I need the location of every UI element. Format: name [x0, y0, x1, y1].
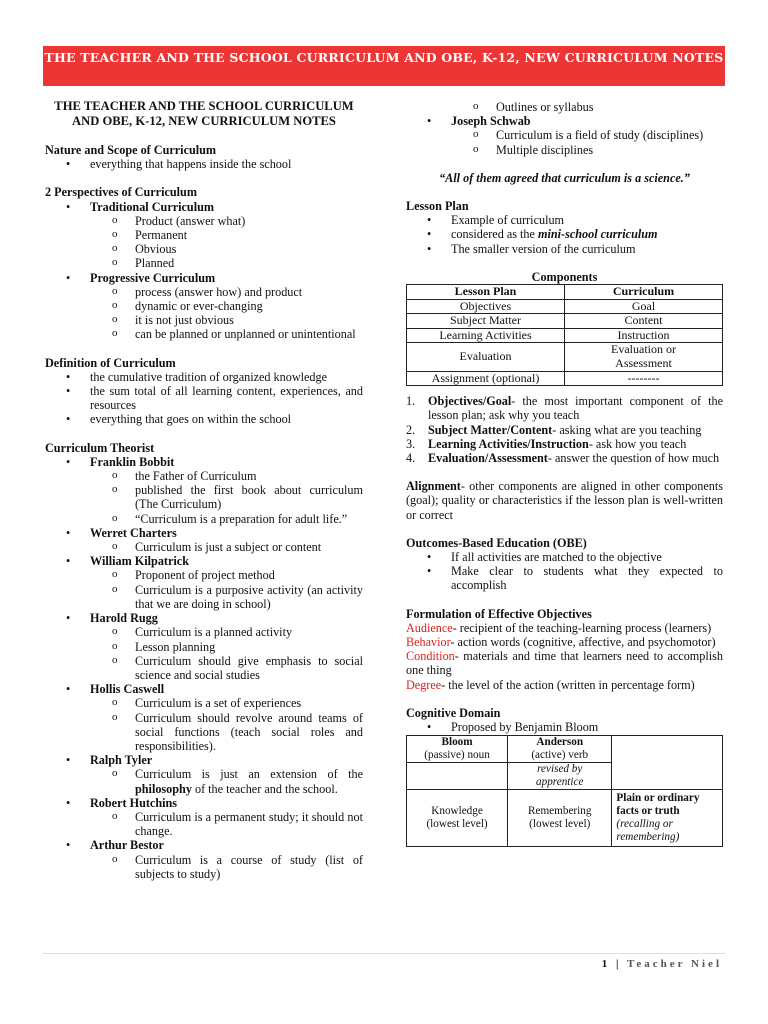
bloom-sub: (passive) noun [424, 749, 490, 762]
theorist-item [45, 753, 363, 796]
theorist-name: William Kilpatrick [90, 554, 189, 569]
table-cell: Content [565, 314, 723, 329]
cognitive-heading: Cognitive Domain [406, 705, 501, 720]
list-item: • everything that happens inside the school [45, 157, 363, 171]
note-text: Curriculum is just an extension of the [135, 767, 363, 782]
objective-term: Condition [406, 649, 455, 664]
list-item: • the sum total of all learning content, experiences, and resources [45, 384, 363, 412]
table-cell [407, 736, 508, 763]
theorist-name: Hollis Caswell [90, 682, 165, 697]
objective-behavior [406, 635, 723, 649]
objective-term: Behavior [406, 635, 451, 650]
table-cell: revised by apprentice [508, 763, 612, 790]
table-cell: Instruction [565, 328, 723, 343]
list-item: o Lesson planning [90, 640, 363, 654]
traditional-items [90, 214, 363, 271]
item-text: - asking what are you teaching [552, 422, 702, 437]
list-item: o Curriculum is a course of study (list of subjects to study) [90, 853, 363, 881]
table-header-row [407, 285, 723, 300]
theorist-list [45, 455, 363, 881]
list-item [406, 423, 723, 437]
objective-condition [406, 649, 723, 677]
theorist-item [45, 611, 363, 682]
list-item [45, 200, 363, 271]
list-item [406, 437, 723, 451]
list-item: • everything that goes on within the school [45, 412, 363, 426]
list-item: o Curriculum is a field of study (disciplines) [451, 128, 723, 142]
perspectives-list [45, 200, 363, 342]
summary-quote: “All of them agreed that curriculum is a science.” [439, 170, 690, 185]
objective-text: - the level of the action (written in percentage form) [441, 677, 695, 692]
theorist-item [406, 114, 723, 157]
table-cell [612, 736, 723, 763]
column-header: Lesson Plan [407, 285, 565, 300]
traditional-label: Traditional Curriculum [90, 199, 215, 214]
list-item [406, 394, 723, 422]
item-term: Subject Matter/Content [428, 422, 553, 437]
list-item: o Curriculum is a purposive activity (an activity that we are doing in school) [90, 583, 363, 611]
list-item: o published the first book about curriculum (The Curriculum) [90, 483, 363, 511]
list-item: o Product (answer what) [90, 214, 363, 228]
table-cell [407, 790, 508, 847]
progressive-items [90, 285, 363, 342]
column-header: Curriculum [565, 285, 723, 300]
theorist-item [45, 554, 363, 611]
list-item: o Curriculum is just a subject or content [90, 540, 363, 554]
theorist-name: Arthur Bestor [90, 838, 164, 853]
item-text: - ask how you teach [588, 436, 687, 451]
table-cell [612, 763, 723, 790]
objective-text: - action words (cognitive, affective, and psychomotor) [450, 635, 716, 650]
footer-separator: | [616, 958, 622, 970]
theorist-item [45, 682, 363, 753]
table-row [407, 314, 723, 329]
item-number: 1. [406, 394, 416, 409]
bestor-continued [451, 100, 723, 114]
list-item: o Obvious [90, 242, 363, 256]
note-text: of the teacher and the school. [191, 781, 338, 796]
schwab-list [406, 114, 723, 157]
list-item: o process (answer how) and product [90, 285, 363, 299]
obe-heading: Outcomes-Based Education (OBE) [406, 535, 587, 550]
table-cell: Objectives [407, 299, 565, 314]
theorist-notes [90, 469, 363, 526]
table-cell [612, 790, 723, 847]
left-column [45, 99, 363, 881]
alignment-text: - other components are aligned in other components (goal); quality or characteristics if the lesson plan is well-written or correct [406, 479, 723, 522]
table-row [407, 371, 723, 386]
components-explained [406, 394, 723, 465]
footer-author: Teacher Niel [627, 958, 722, 970]
item-number: 3. [406, 436, 416, 451]
lesson-plan-list [406, 213, 723, 256]
list-item [45, 271, 363, 342]
lesson-plan-heading: Lesson Plan [406, 199, 469, 214]
table-cell: Evaluation or Assessment [565, 343, 723, 371]
theorist-notes [90, 853, 363, 881]
item-emphasis: mini-school curriculum [537, 227, 658, 242]
table-row [407, 736, 723, 763]
table-row [407, 299, 723, 314]
objective-text: - recipient of the teaching-learning process (learners) [452, 620, 712, 635]
list-item: o Curriculum should revolve around teams of social functions (teach social roles and responsibilities). [90, 711, 363, 754]
objective-term: Degree [406, 677, 442, 692]
alignment-term: Alignment [406, 479, 461, 494]
note-emphasis: philosophy [135, 781, 192, 796]
page-banner: THE TEACHER AND THE SCHOOL CURRICULUM AND OBE, K-12, NEW CURRICULUM NOTES [43, 46, 725, 86]
anderson-header: Anderson [536, 736, 584, 749]
knowledge-rest: nowledge [439, 805, 483, 818]
anderson-sub: (active) verb [531, 749, 589, 762]
table-row [407, 328, 723, 343]
theorist-item [45, 838, 363, 881]
list-item: o Curriculum is a set of experiences [90, 696, 363, 710]
table-cell: Assignment (optional) [407, 371, 565, 386]
bloom-header: Bloom [441, 736, 473, 749]
table-cell: -------- [565, 371, 723, 386]
item-term: Evaluation/Assessment [428, 451, 548, 465]
perspectives-heading: 2 Perspectives of Curriculum [45, 185, 197, 200]
knowledge-sub: (lowest level) [426, 818, 488, 831]
theorist-item [45, 455, 363, 526]
list-item: o can be planned or unplanned or unintentional [90, 327, 363, 341]
list-item [406, 451, 723, 465]
table-row [407, 790, 723, 847]
footer-divider [43, 953, 725, 954]
table-cell [508, 790, 612, 847]
theorist-notes [90, 810, 363, 838]
objective-degree [406, 678, 723, 692]
list-item: o Curriculum should give emphasis to social science and social studies [90, 654, 363, 682]
item-text: considered as the [451, 227, 538, 242]
objectives-heading: Formulation of Effective Objectives [406, 606, 592, 621]
list-item: • the cumulative tradition of organized knowledge [45, 370, 363, 384]
cognitive-table [406, 735, 723, 847]
nature-heading: Nature and Scope of Curriculum [45, 143, 217, 157]
item-text: - answer the question of how much [547, 451, 720, 465]
list-item [406, 227, 723, 241]
components-heading: Components [531, 269, 598, 284]
list-item [90, 767, 363, 795]
list-item: o Permanent [90, 228, 363, 242]
list-item: o the Father of Curriculum [90, 469, 363, 483]
theorist-notes [90, 767, 363, 795]
table-row [407, 343, 723, 371]
list-item: • The smaller version of the curriculum [406, 242, 723, 256]
table-cell [407, 763, 508, 790]
list-item: • Proposed by Benjamin Bloom [406, 720, 723, 734]
theorist-heading: Curriculum Theorist [45, 440, 155, 455]
plain-facts: Plain or ordinary facts or truth [616, 792, 700, 818]
components-table [406, 284, 723, 386]
table-cell: Evaluation [407, 343, 565, 371]
table-row [407, 763, 723, 790]
definition-list [45, 370, 363, 427]
list-item: o Outlines or syllabus [451, 100, 723, 114]
theorist-item [45, 796, 363, 839]
alignment-paragraph [406, 479, 723, 522]
cognitive-list [406, 720, 723, 734]
objective-text: - materials and time that learners need to accomplish one thing [406, 649, 723, 678]
theorist-name: Robert Hutchins [90, 795, 178, 810]
list-item: o Curriculum is a permanent study; it should not change. [90, 810, 363, 838]
item-number: 2. [406, 422, 416, 437]
theorist-name: Werret Charters [90, 525, 177, 540]
remembering-sub: (lowest level) [529, 818, 591, 831]
progressive-label: Progressive Curriculum [90, 270, 216, 285]
plain-facts-note: (recalling or remembering) [616, 818, 680, 844]
obe-list [406, 550, 723, 593]
theorist-notes [451, 128, 723, 156]
list-item: o “Curriculum is a preparation for adult life.” [90, 512, 363, 526]
theorist-name: Joseph Schwab [451, 114, 531, 129]
document-title: THE TEACHER AND THE SCHOOL CURRICULUM AND OBE, K-12, NEW CURRICULUM NOTES [54, 99, 354, 128]
list-item: o it is not just obvious [90, 313, 363, 327]
knowledge-initial: K [431, 805, 440, 818]
objective-term: Audience [406, 620, 453, 635]
theorist-item [45, 526, 363, 554]
table-cell: Learning Activities [407, 328, 565, 343]
theorist-notes [90, 696, 363, 753]
list-item: o Planned [90, 256, 363, 270]
page-footer [602, 957, 722, 971]
theorist-name: Harold Rugg [90, 611, 158, 626]
theorist-name: Ralph Tyler [90, 753, 153, 768]
item-term: Objectives/Goal [428, 394, 512, 409]
list-item: o Proponent of project method [90, 568, 363, 582]
item-term: Learning Activities/Instruction [428, 436, 589, 451]
page-number: 1 [601, 958, 611, 970]
theorist-notes [90, 568, 363, 611]
table-cell: Goal [565, 299, 723, 314]
objective-audience [406, 621, 723, 635]
nature-list [45, 157, 363, 171]
list-item: o dynamic or ever-changing [90, 299, 363, 313]
item-text: - the most important component of the lesson plan; ask why you teach [428, 394, 723, 423]
table-cell: Subject Matter [407, 314, 565, 329]
theorist-notes [90, 540, 363, 554]
list-item: o Multiple disciplines [451, 143, 723, 157]
right-column [406, 100, 723, 847]
definition-heading: Definition of Curriculum [45, 355, 176, 370]
list-item: o Curriculum is a planned activity [90, 625, 363, 639]
theorist-name: Franklin Bobbit [90, 454, 175, 469]
list-item: • Example of curriculum [406, 213, 723, 227]
theorist-notes [90, 625, 363, 682]
list-item: • Make clear to students what they expected to accomplish [406, 564, 723, 592]
list-item: • If all activities are matched to the objective [406, 550, 723, 564]
item-number: 4. [406, 451, 416, 465]
remembering-label: Remembering [528, 805, 592, 818]
table-cell [508, 736, 612, 763]
